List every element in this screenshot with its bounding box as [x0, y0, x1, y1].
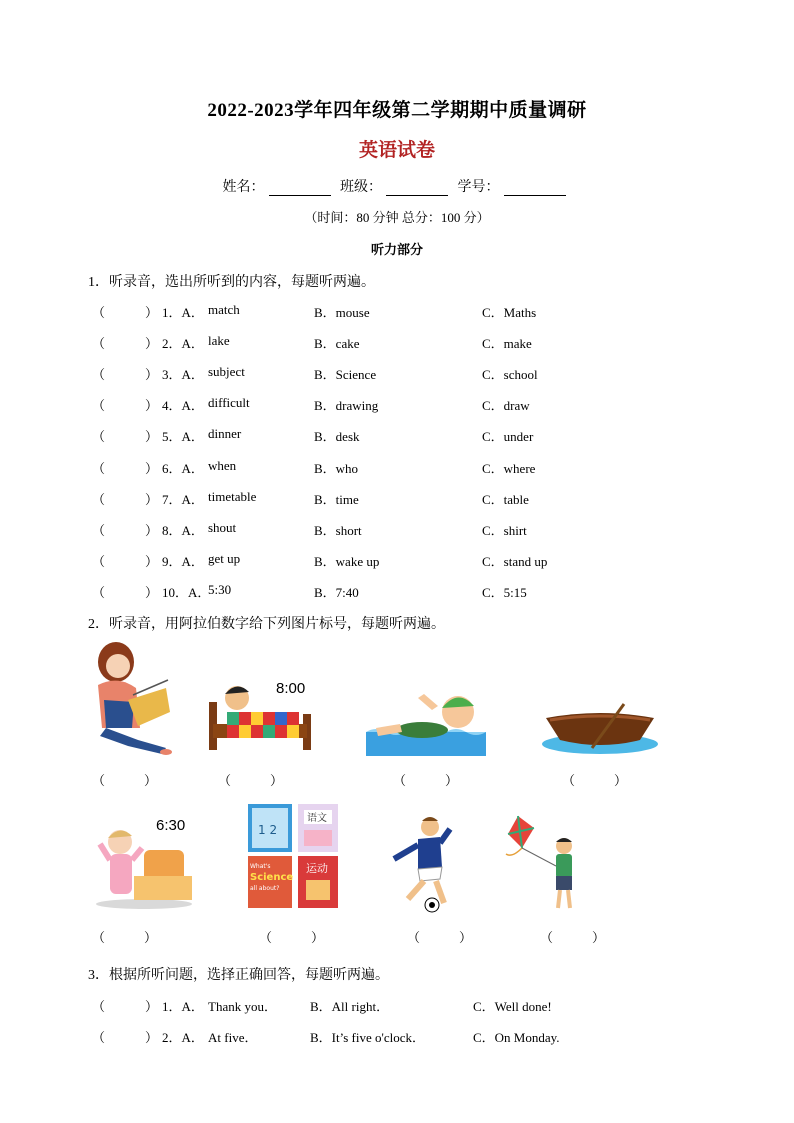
picture-answer-blank[interactable]: （ ） [92, 930, 158, 945]
answer-paren-open[interactable]: （ [92, 491, 106, 507]
svg-text:What's: What's [250, 863, 271, 870]
answer-paren-open[interactable]: （ [92, 460, 106, 476]
option-a: dinner [208, 426, 242, 442]
option-a: match [208, 302, 240, 317]
picture-answer-blank[interactable]: （ ） [259, 930, 325, 945]
option-a: 5:30 [208, 581, 232, 597]
option-b: B．mouse [314, 305, 370, 320]
id-label: 学号： [457, 180, 500, 195]
answer-paren-close: ） [145, 553, 159, 569]
option-a: when [208, 457, 237, 473]
answer-paren-open[interactable]: （ [92, 305, 106, 320]
option-b: B．desk [314, 429, 360, 445]
answer-paren-close: ） [145, 999, 159, 1014]
question-number: 7．A． [162, 491, 204, 507]
question-number: 1．A． [162, 999, 204, 1014]
svg-text:1 2: 1 2 [258, 823, 278, 837]
option-b: B．wake up [314, 553, 380, 569]
answer-paren-open[interactable]: （ [92, 336, 106, 352]
question-number: 1．A． [162, 305, 204, 320]
option-a: lake [208, 333, 230, 349]
picture-answer-blank[interactable]: （ ） [562, 773, 628, 788]
name-blank[interactable] [269, 181, 331, 196]
answer-paren-open[interactable]: （ [92, 1030, 106, 1045]
class-blank[interactable] [386, 181, 448, 196]
answer-paren-close: ） [145, 336, 159, 352]
option-a: timetable [208, 488, 257, 504]
option-b: B．short [314, 522, 362, 538]
option-c: C．table [482, 491, 529, 507]
option-c: C．make [482, 336, 532, 352]
section2-heading: 2．听录音，用阿拉伯数字给下列图片标号，每题听两遍。 [88, 617, 445, 632]
answer-paren-close: ） [145, 1030, 159, 1045]
question-number: 8．A． [162, 522, 204, 538]
swimming-boy-picture [366, 690, 488, 758]
option-c: C．Maths [482, 305, 537, 320]
student-info-line [0, 176, 794, 196]
option-b: B．who [314, 460, 359, 476]
question-number: 2．A． [162, 1030, 204, 1045]
option-b: B．time [314, 491, 359, 507]
answer-paren-open[interactable]: （ [92, 398, 106, 414]
kite-boy-picture [500, 814, 584, 914]
option-a: At five． [208, 1030, 258, 1045]
option-a: get up [208, 550, 241, 566]
answer-paren-close: ） [145, 491, 159, 507]
football-player-picture [384, 815, 464, 913]
question-number: 3．A． [162, 367, 204, 383]
clock-time-label: 6:30 [156, 817, 186, 834]
option-a: subject [208, 364, 245, 380]
option-c: C．On Monday. [473, 1030, 560, 1045]
option-b: B．All right． [310, 999, 390, 1014]
question-number: 6．A． [162, 460, 204, 476]
section1-heading: 1．听录音，选出所听到的内容，每题听两遍。 [88, 275, 375, 290]
boat-picture [540, 700, 660, 758]
answer-paren-close: ） [145, 460, 159, 476]
question-number: 9．A． [162, 553, 204, 569]
answer-paren-close: ） [145, 367, 159, 383]
option-b: B．It’s five o'clock． [310, 1030, 425, 1045]
sports-book-label: 运动 [306, 862, 328, 875]
answer-paren-open[interactable]: （ [92, 522, 106, 538]
answer-paren-open[interactable]: （ [92, 584, 106, 600]
answer-paren-open[interactable]: （ [92, 367, 106, 383]
chinese-book-label: 语文 [307, 813, 327, 824]
class-label: 班级： [340, 180, 382, 195]
question-number: 5．A． [162, 429, 204, 445]
option-c: C．shirt [482, 522, 527, 538]
part-label: 听力部分 [370, 242, 423, 257]
svg-text:all about?: all about? [250, 885, 280, 892]
question-number: 2．A． [162, 336, 204, 352]
answer-paren-open[interactable]: （ [92, 429, 106, 445]
option-a: Thank you． [208, 999, 277, 1014]
id-blank[interactable] [504, 181, 566, 196]
answer-paren-close: ） [145, 584, 159, 600]
option-b: B．Science [314, 367, 377, 383]
picture-answer-blank[interactable]: （ ） [540, 930, 606, 945]
knitting-woman-picture [88, 640, 178, 760]
exam-subtitle: 英语试卷 [358, 140, 435, 161]
option-c: C．draw [482, 398, 530, 414]
clock-time-label: 8:00 [276, 680, 306, 697]
question-number: 10．A． [162, 584, 211, 600]
option-c: C．school [482, 367, 538, 383]
option-a: shout [208, 519, 237, 535]
option-c: C．stand up [482, 553, 548, 569]
answer-paren-open[interactable]: （ [92, 999, 106, 1014]
option-c: C．where [482, 460, 536, 476]
option-c: C．under [482, 429, 534, 445]
exam-title: 2022-2023学年四年级第二学期期中质量调研 [207, 100, 587, 121]
question-number: 4．A． [162, 398, 204, 414]
option-a: difficult [208, 395, 250, 411]
answer-paren-close: ） [145, 398, 159, 414]
time-info: （时间：80 分钟 总分：100 分） [304, 210, 490, 225]
picture-answer-blank[interactable]: （ ） [407, 930, 473, 945]
books-picture [244, 800, 344, 912]
picture-answer-blank[interactable]: （ ） [393, 773, 459, 788]
option-b: B．drawing [314, 398, 379, 414]
answer-paren-open[interactable]: （ [92, 553, 106, 569]
name-label: 姓名： [222, 180, 265, 195]
option-b: B．cake [314, 336, 360, 352]
picture-answer-blank[interactable]: （ ） [92, 773, 158, 788]
answer-paren-close: ） [145, 305, 159, 320]
picture-answer-blank[interactable]: （ ） [218, 773, 284, 788]
answer-paren-close: ） [145, 522, 159, 538]
answer-paren-close: ） [145, 429, 159, 445]
section3-heading: 3．根据所听问题，选择正确回答，每题听两遍。 [88, 968, 389, 983]
option-c: C．Well done! [473, 999, 552, 1014]
option-c: C．5:15 [482, 584, 527, 600]
svg-text:Science: Science [250, 872, 294, 883]
option-b: B．7:40 [314, 584, 359, 600]
